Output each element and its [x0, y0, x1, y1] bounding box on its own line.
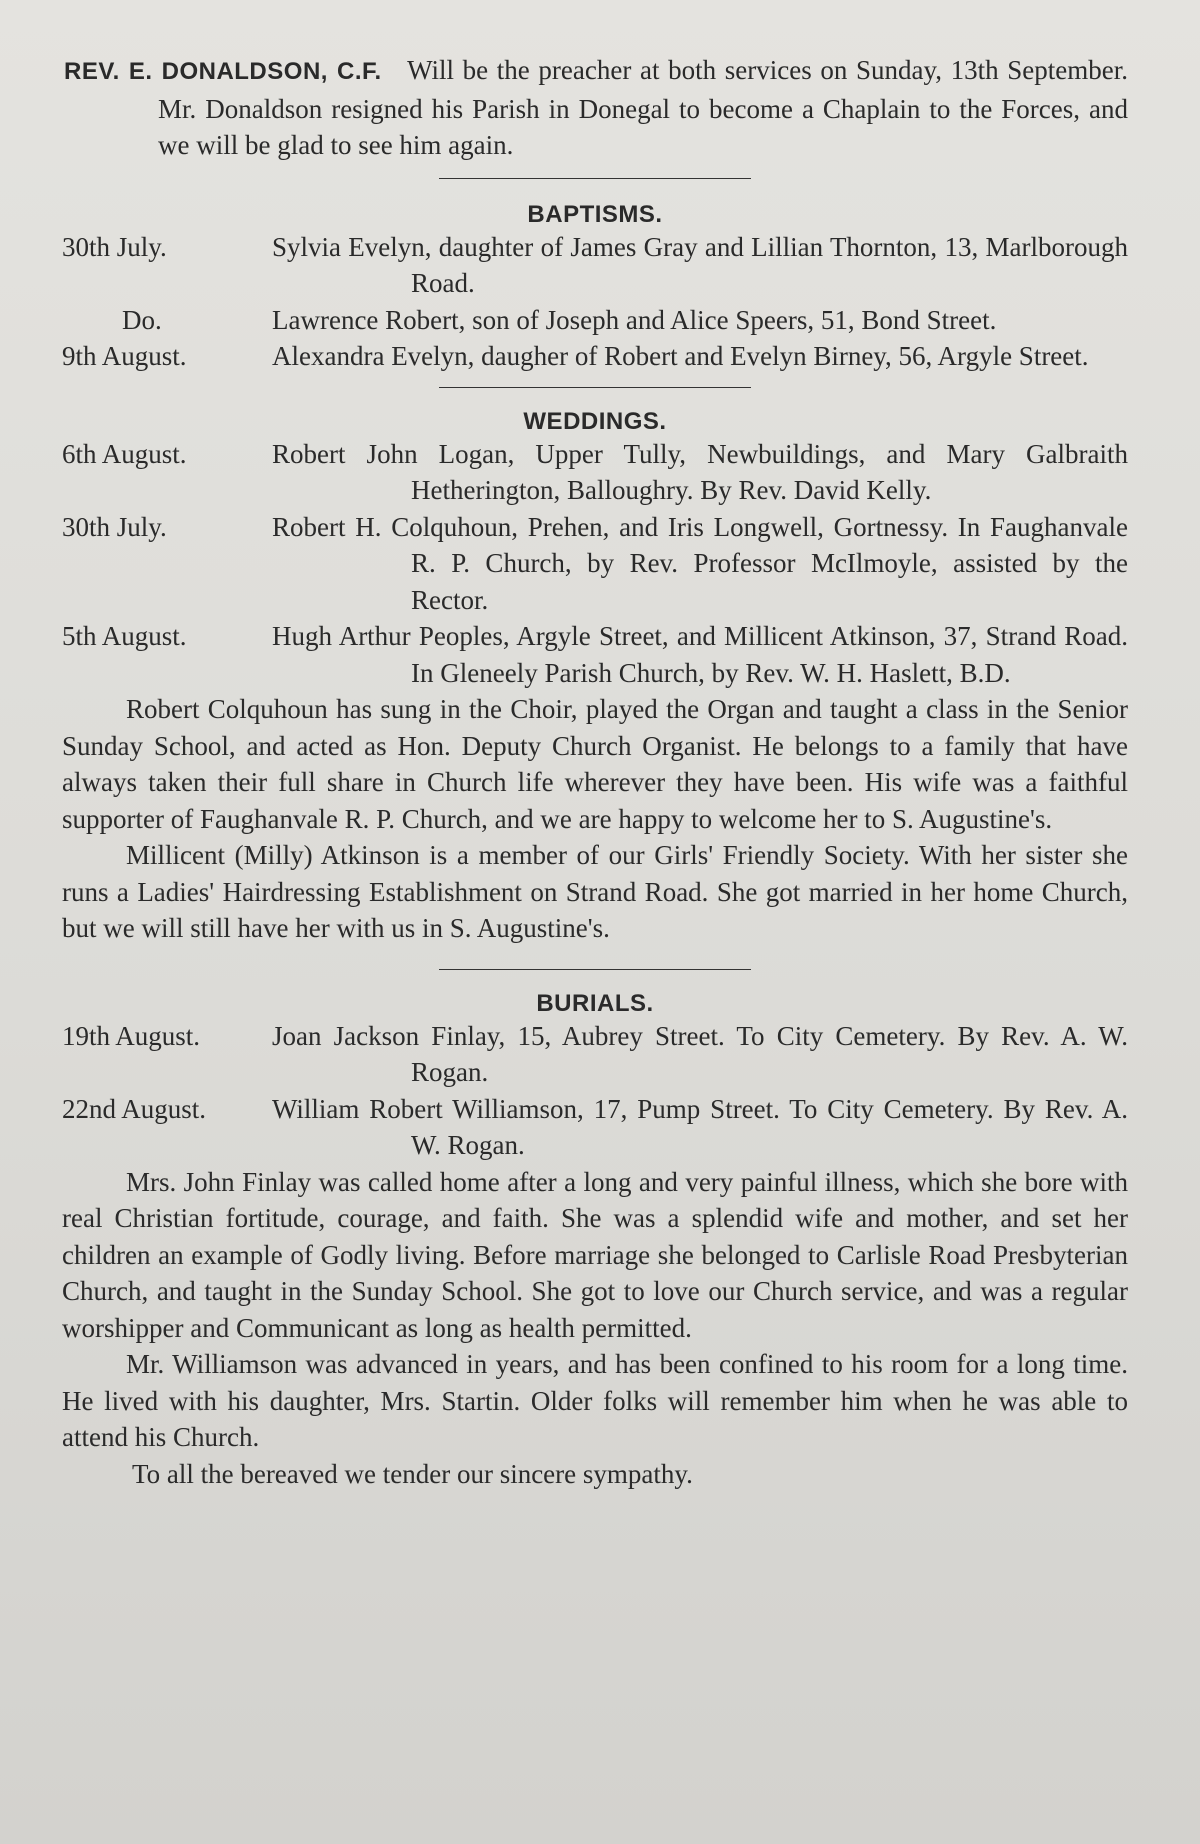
- entry-date: Do.: [122, 304, 162, 335]
- entry-date: 9th August.: [62, 341, 187, 371]
- entry-text: Robert H. Colquhoun, Prehen, and Iris Longwell, Gortnessy. In Faughanvale R. P. Church, by Rev. Professor McIlmoyle, assisted by the Rector.: [272, 511, 1128, 615]
- baptisms-heading: BAPTISMS.: [527, 200, 663, 228]
- burial-entry: [62, 1018, 1128, 1091]
- entry-date: 19th August.: [62, 1020, 201, 1051]
- section-divider: [439, 178, 751, 179]
- weddings-section: [62, 408, 1128, 947]
- baptisms-section: [62, 201, 1128, 375]
- announcement-paragraph: [64, 52, 1128, 164]
- announcement-lead: REV. E. DONALDSON, C.F.: [64, 58, 382, 85]
- wedding-entry: [62, 436, 1128, 509]
- wedding-entry: [62, 618, 1128, 691]
- entry-text: Joan Jackson Finlay, 15, Aubrey Street. To City Cemetery. By Rev. A. W. Rogan.: [272, 1020, 1128, 1087]
- weddings-heading: WEDDINGS.: [523, 407, 667, 435]
- burial-entry: [62, 1091, 1128, 1164]
- entry-text: Alexandra Evelyn, daugher of Robert and Evelyn Birney, 56, Argyle Street.: [272, 341, 1089, 371]
- section-divider: [439, 387, 751, 388]
- wedding-note: Robert Colquhoun has sung in the Choir, played the Organ and taught a class in the Senior Sunday School, and acted as Hon. Deputy Church Organist. He belongs to a family that have always taken their full share in Church life wherever they have been. His wife was a faithful supporter of Faughanvale R. P. Church, and we are happy to welcome her to S. Augustine's.: [62, 694, 1128, 834]
- wedding-entry: [62, 509, 1128, 619]
- entry-date: 30th July.: [62, 231, 167, 262]
- baptism-entry: [62, 302, 1128, 339]
- announcement-text: Will be the preacher at both services on Sunday, 13th September. Mr. Donaldson resigned his Parish in Donegal to become a Chaplain to the Forces, and we will be glad to see him again.: [158, 55, 1128, 160]
- entry-date: 30th July.: [62, 511, 167, 542]
- burials-heading: BURIALS.: [536, 989, 654, 1017]
- entry-date: 6th August.: [62, 438, 187, 469]
- entry-date: 5th August.: [62, 621, 187, 651]
- burial-note: Mr. Williamson was advanced in years, and has been confined to his room for a long time. He lived with his daughter, Mrs. Startin. Older folks will remember him when he was able to attend his Church.: [62, 1349, 1128, 1452]
- sympathy-line: To all the bereaved we tender our sincere sympathy.: [132, 1458, 693, 1489]
- entry-text: William Robert Williamson, 17, Pump Street. To City Cemetery. By Rev. A. W. Rogan.: [272, 1093, 1128, 1160]
- entry-text: Lawrence Robert, son of Joseph and Alice Speers, 51, Bond Street.: [272, 304, 997, 335]
- entry-text: Hugh Arthur Peoples, Argyle Street, and Millicent Atkinson, 37, Strand Road. In Gleneely Parish Church, by Rev. W. H. Haslett, B.D.: [272, 621, 1128, 688]
- entry-text: Robert John Logan, Upper Tully, Newbuildings, and Mary Galbraith Hetherington, Balloughry. By Rev. David Kelly.: [272, 438, 1128, 505]
- burials-section: [62, 990, 1128, 1493]
- wedding-note: Millicent (Milly) Atkinson is a member of our Girls' Friendly Society. With her sister she runs a Ladies' Hairdressing Establishment on Strand Road. She got married in her home Church, but we will still have her with us in S. Augustine's.: [62, 840, 1128, 943]
- baptism-entry: [62, 338, 1128, 375]
- baptism-entry: [62, 229, 1128, 302]
- burial-note: Mrs. John Finlay was called home after a long and very painful illness, which she bore with real Christian fortitude, courage, and faith. She was a splendid wife and mother, and set her children an example of Godly living. Before marriage she belonged to Carlisle Road Presbyterian Church, and taught in the Sunday School. She got to love our Church service, and was a regular worshipper and Communicant as long as health permitted.: [62, 1166, 1128, 1343]
- entry-date: 22nd August.: [62, 1093, 207, 1124]
- entry-text: Sylvia Evelyn, daughter of James Gray and Lillian Thornton, 13, Marlborough Road.: [272, 231, 1128, 298]
- section-divider: [439, 969, 751, 970]
